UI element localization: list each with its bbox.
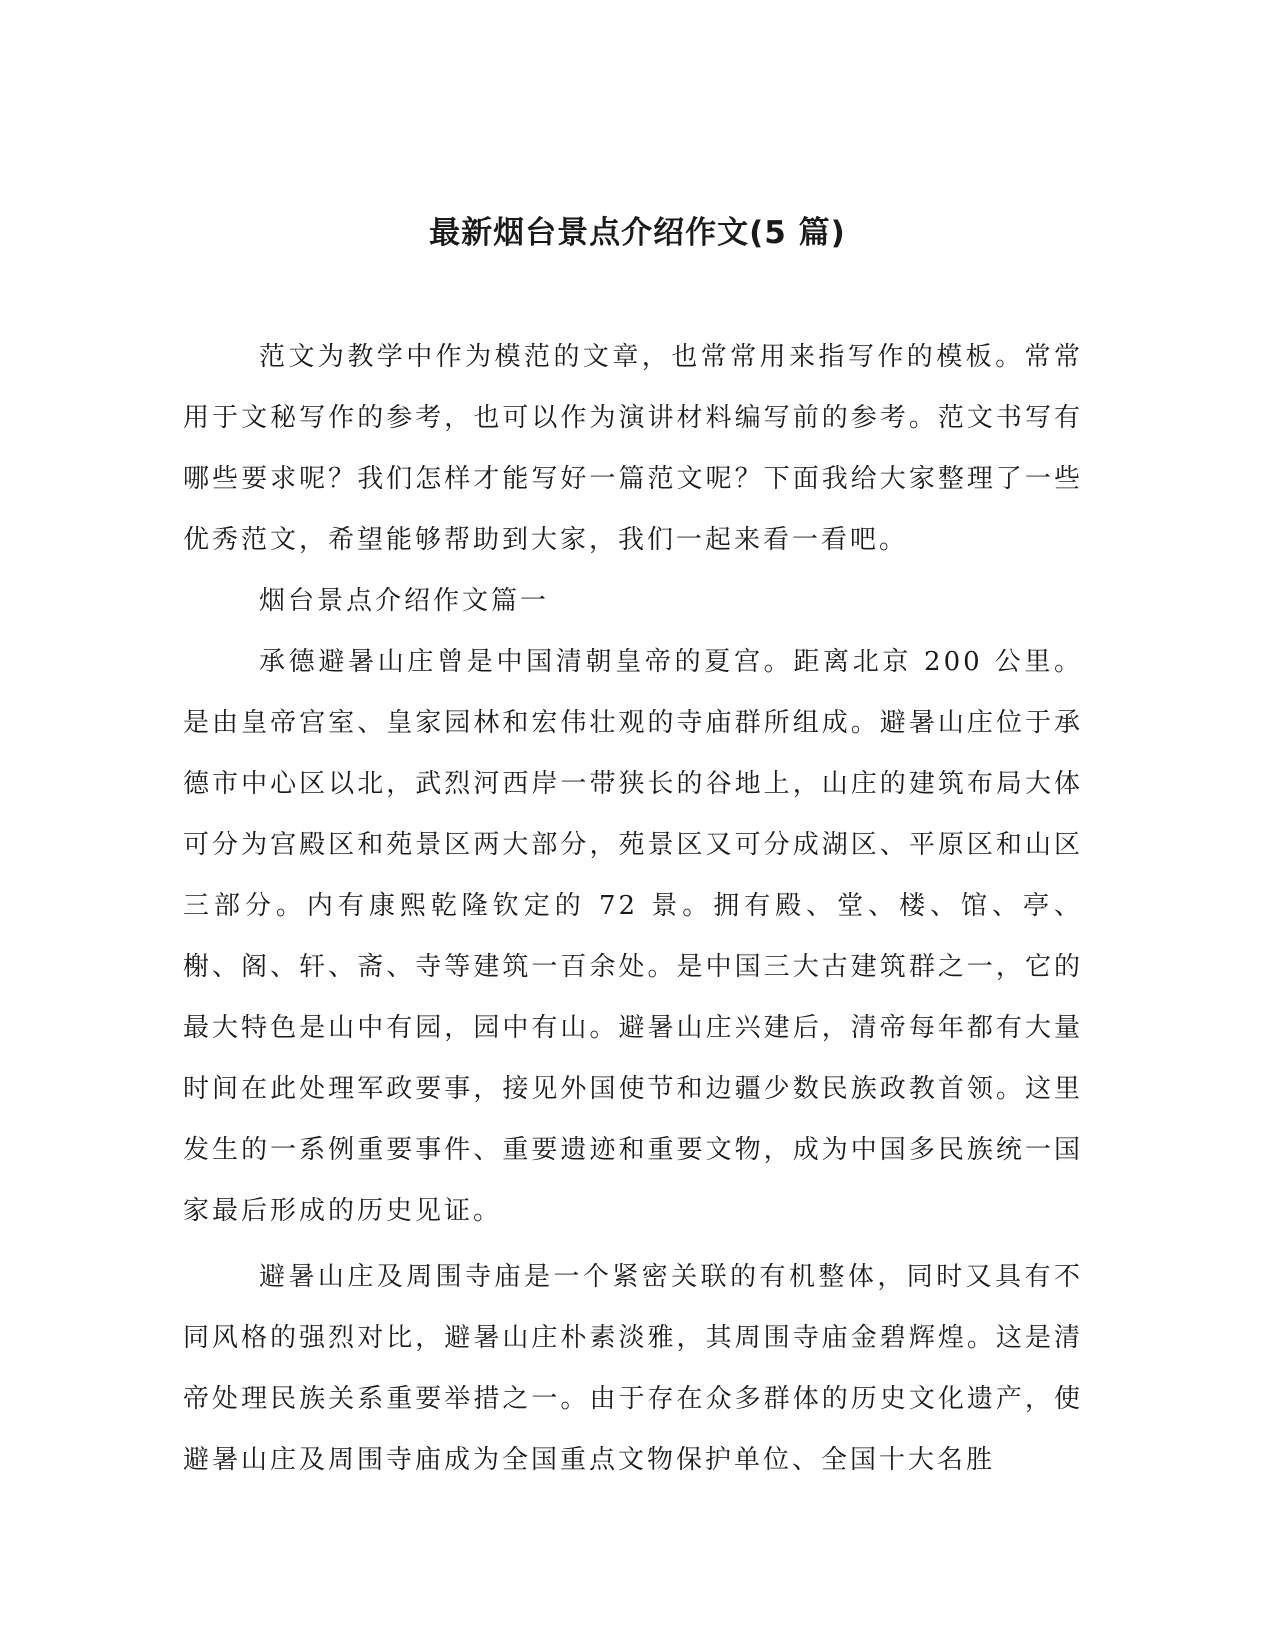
body-paragraph: 避暑山庄及周围寺庙是一个紧密关联的有机整体，同时又具有不同风格的强烈对比，避暑山庄朴素淡雅，其周围寺庙金碧辉煌。这是清帝处理民族关系重要举措之一。由于存在众多群体的历史文化遗产，使避暑山庄及周围寺庙成为全国重点文物保护单位、全国十大名胜 <box>183 1262 1083 1475</box>
document-body <box>183 327 1083 1491</box>
document-title: 最新烟台景点介绍作文(5 篇) <box>429 215 846 251</box>
intro-paragraph: 范文为教学中作为模范的文章，也常常用来指写作的模板。常常用于文秘写作的参考，也可以作为演讲材料编写前的参考。范文书写有哪些要求呢？我们怎样才能写好一篇范文呢？下面我给大家整理了一些优秀范文，希望能够帮助到大家，我们一起来看一看吧。 <box>183 342 1083 555</box>
body-paragraph: 承德避暑山庄曾是中国清朝皇帝的夏宫。距离北京 200 公里。是由皇帝宫室、皇家园林和宏伟壮观的寺庙群所组成。避暑山庄位于承德市中心区以北，武烈河西岸一带狭长的谷地上，山庄的建筑布局大体可分为宫殿区和苑景区两大部分，苑景区又可分成湖区、平原区和山区三部分。内有康熙乾隆钦定的 72 景。拥有殿、堂、楼、馆、亭、榭、阁、轩、斋、寺等建筑一百余处。是中国三大古建筑群之一，它的最大特色是山中有园，园中有山。避暑山庄兴建后，清帝每年都有大量时间在此处理军政要事，接见外国使节和边疆少数民族政教首领。这里发生的一系例重要事件、重要遗迹和重要文物，成为中国多民族统一国家最后形成的历史见证。 <box>183 647 1083 1226</box>
section-heading: 烟台景点介绍作文篇一 <box>259 586 550 616</box>
